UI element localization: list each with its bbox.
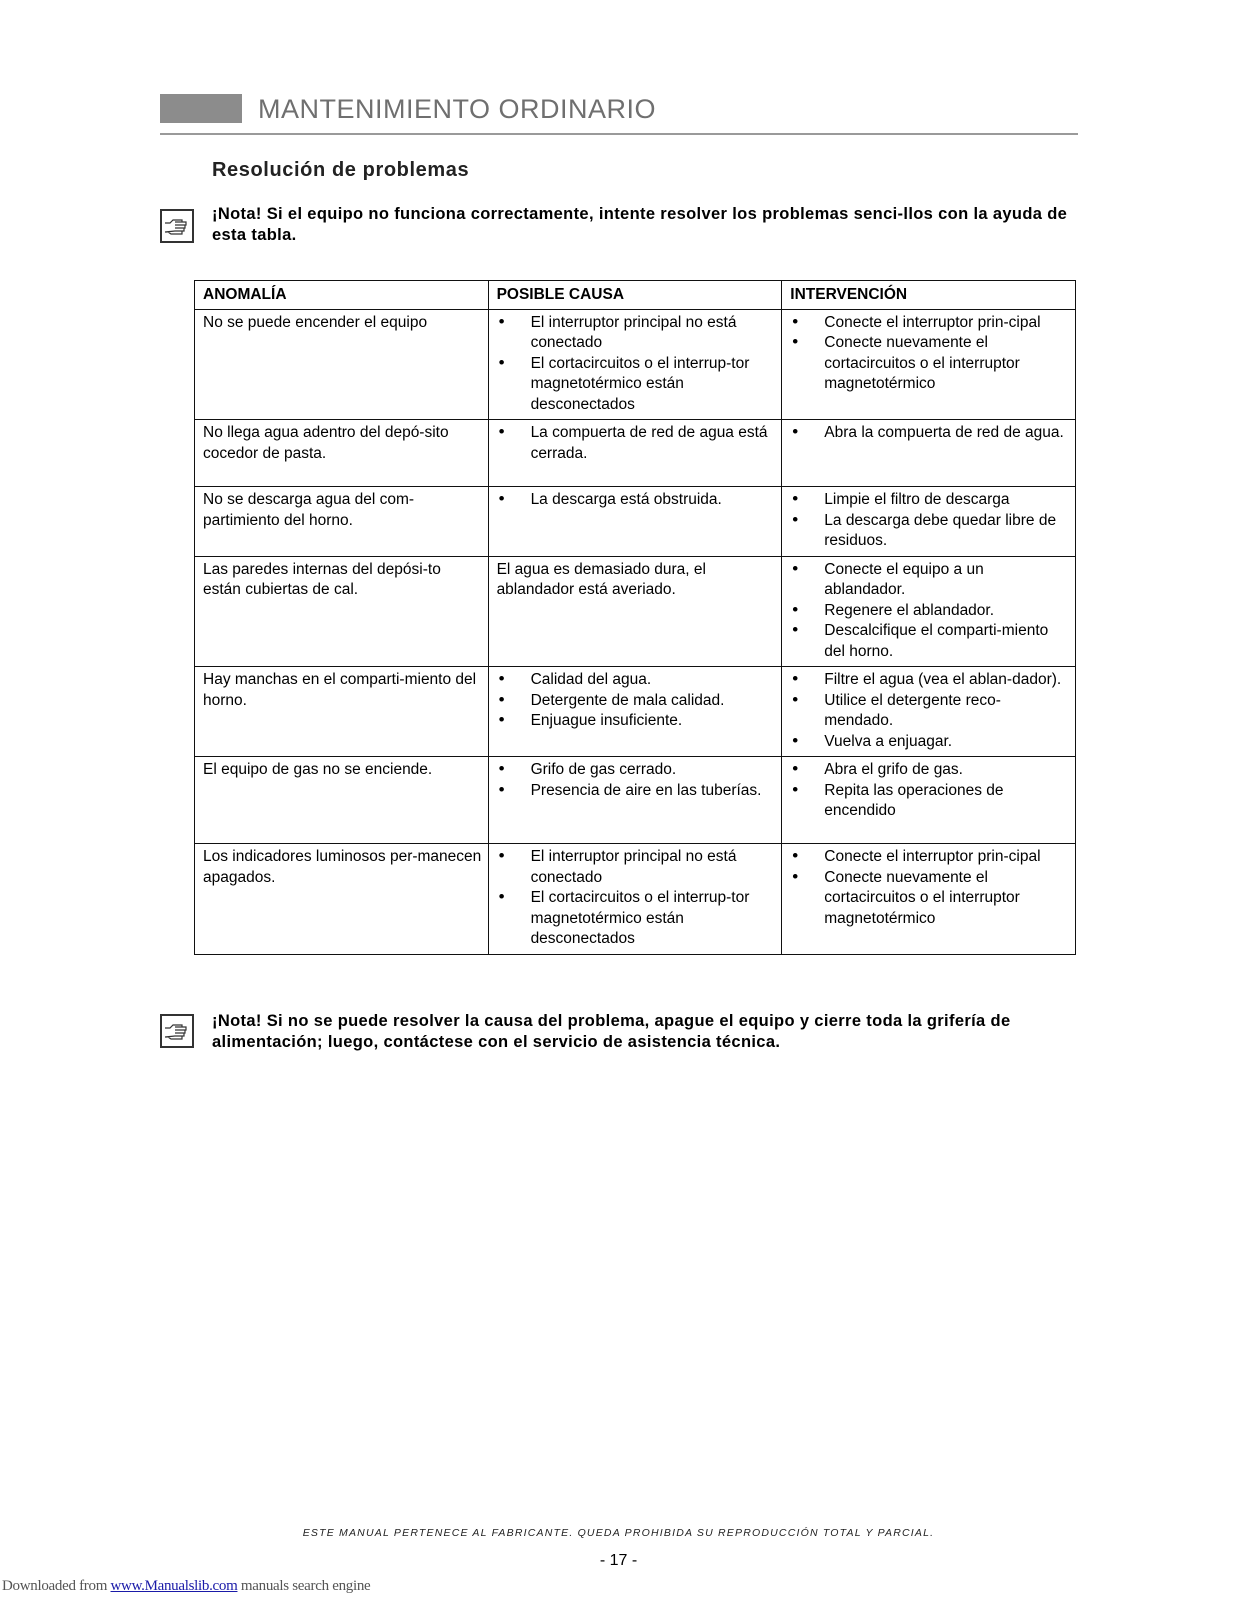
list-item: • Utilice el detergente reco-mendado.: [790, 691, 1069, 732]
table-row: [195, 667, 1076, 757]
list-item: • Calidad del agua.: [497, 670, 776, 691]
column-header-cause: POSIBLE CAUSA: [488, 281, 782, 310]
cause-cell: [488, 420, 782, 487]
list-item: • Descalcifique el comparti-miento del horno.: [790, 621, 1069, 662]
table-row: [195, 487, 1076, 557]
table-row: [195, 556, 1076, 667]
column-header-action: INTERVENCIÓN: [782, 281, 1076, 310]
action-cell: [782, 487, 1076, 557]
pointing-hand-icon: [160, 1014, 194, 1048]
list-item: • Conecte el interruptor prin-cipal: [790, 847, 1069, 868]
download-prefix: Downloaded from: [2, 1578, 108, 1594]
list-item: • La compuerta de red de agua está cerrada.: [497, 423, 776, 464]
anomaly-cell: No se puede encender el equipo: [195, 309, 489, 420]
cause-cell: El agua es demasiado dura, el ablandador está averiado.: [488, 556, 782, 667]
list-item: • El interruptor principal no está conectado: [497, 847, 776, 888]
cause-cell: [488, 844, 782, 955]
anomaly-cell: Los indicadores luminosos per-manecen apagados.: [195, 844, 489, 955]
list-item: • La descarga debe quedar libre de residuos.: [790, 511, 1069, 552]
manualslib-link[interactable]: www.Manualslib.com: [110, 1578, 238, 1594]
copyright-notice: ESTE MANUAL PERTENECE AL FABRICANTE. QUEDA PROHIBIDA SU REPRODUCCIÓN TOTAL Y PARCIAL.: [302, 1527, 935, 1539]
page-number: - 17 -: [599, 1552, 638, 1569]
cause-cell: [488, 309, 782, 420]
troubleshooting-table: [194, 280, 1076, 955]
cause-cell: [488, 487, 782, 557]
list-item: • Detergente de mala calidad.: [497, 691, 776, 712]
list-item: • Vuelva a enjuagar.: [790, 732, 1069, 753]
list-item: • Presencia de aire en las tuberías.: [497, 781, 776, 802]
note-text: ¡Nota! Si no se puede resolver la causa del problema, apague el equipo y cierre toda la grifería de alimentación; luego, contáctese con el servicio de asistencia técnica.: [212, 1012, 1011, 1051]
list-item: • El interruptor principal no está conectado: [497, 313, 776, 354]
download-credit: [2, 1578, 370, 1595]
list-item: • La descarga está obstruida.: [497, 490, 776, 511]
pointing-hand-icon: [160, 209, 194, 243]
list-item: • Grifo de gas cerrado.: [497, 760, 776, 781]
list-item: • Regenere el ablandador.: [790, 601, 1069, 622]
list-item: • Conecte el equipo a un ablandador.: [790, 560, 1069, 601]
action-cell: [782, 309, 1076, 420]
list-item: • El cortacircuitos o el interrup-tor magnetotérmico están desconectados: [497, 354, 776, 416]
action-cell: [782, 667, 1076, 757]
header-color-block: [160, 94, 242, 123]
action-cell: [782, 757, 1076, 844]
download-suffix: manuals search engine: [240, 1578, 371, 1594]
note-text: ¡Nota! Si el equipo no funciona correctamente, intente resolver los problemas senci-llos con la ayuda de esta tabla.: [212, 205, 1068, 244]
anomaly-cell: No se descarga agua del com-partimiento del horno.: [195, 487, 489, 557]
list-item: • Limpie el filtro de descarga: [790, 490, 1069, 511]
table-row: [195, 420, 1076, 487]
column-header-anomaly: ANOMALÍA: [195, 281, 489, 310]
list-item: • Repita las operaciones de encendido: [790, 781, 1069, 822]
header-divider: [160, 133, 1078, 135]
anomaly-cell: Hay manchas en el comparti-miento del horno.: [195, 667, 489, 757]
anomaly-cell: El equipo de gas no se enciende.: [195, 757, 489, 844]
table-row: [195, 309, 1076, 420]
action-cell: [782, 556, 1076, 667]
table-row: [195, 844, 1076, 955]
anomaly-cell: No llega agua adentro del depó-sito cocedor de pasta.: [195, 420, 489, 487]
action-cell: [782, 844, 1076, 955]
table-header-row: [195, 281, 1076, 310]
list-item: • Abra la compuerta de red de agua.: [790, 423, 1069, 444]
action-cell: [782, 420, 1076, 487]
page-header-title: MANTENIMIENTO ORDINARIO: [258, 94, 657, 124]
list-item: • Conecte el interruptor prin-cipal: [790, 313, 1069, 334]
cause-cell: [488, 667, 782, 757]
anomaly-cell: Las paredes internas del depósi-to están cubiertas de cal.: [195, 556, 489, 667]
list-item: • El cortacircuitos o el interrup-tor magnetotérmico están desconectados: [497, 888, 776, 950]
list-item: • Filtre el agua (vea el ablan-dador).: [790, 670, 1069, 691]
list-item: • Enjuague insuficiente.: [497, 711, 776, 732]
section-title: Resolución de problemas: [212, 159, 470, 181]
list-item: • Abra el grifo de gas.: [790, 760, 1069, 781]
table-row: [195, 757, 1076, 844]
list-item: • Conecte nuevamente el cortacircuitos o el interruptor magnetotérmico: [790, 333, 1069, 395]
cause-cell: [488, 757, 782, 844]
list-item: • Conecte nuevamente el cortacircuitos o el interruptor magnetotérmico: [790, 868, 1069, 930]
